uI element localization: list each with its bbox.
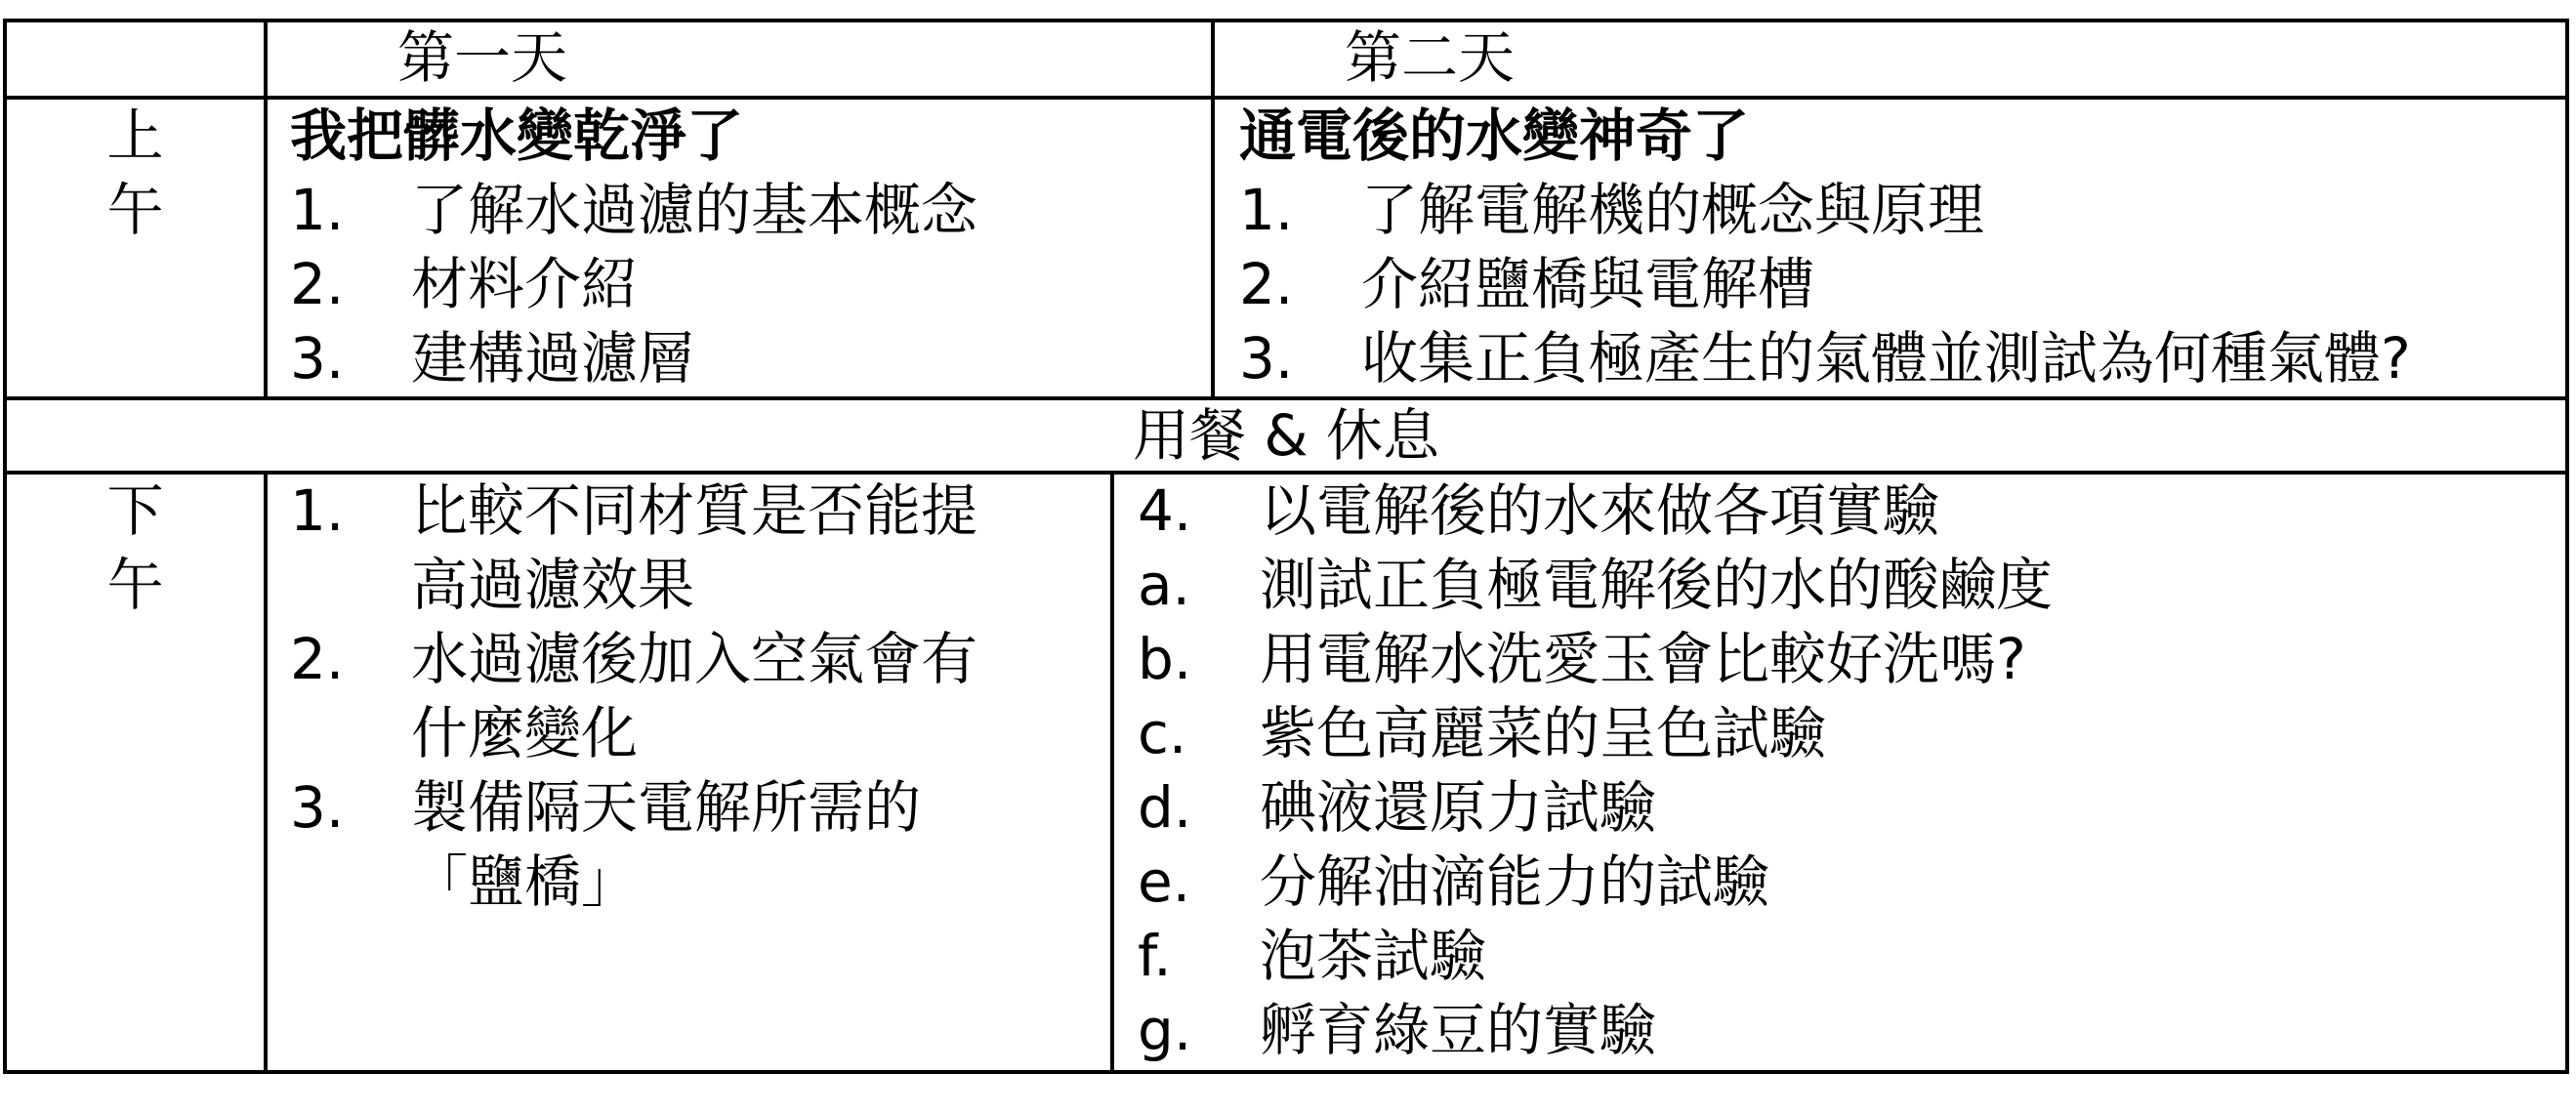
afternoon-day2-num-c: c. <box>1138 700 1187 766</box>
afternoon-day1-text-3b: 「鹽橋」 <box>411 848 639 915</box>
morning-day1-title: 我把髒水變乾淨了 <box>290 103 744 169</box>
afternoon-label-line2: 午 <box>106 552 164 618</box>
afternoon-day2-num-d: d. <box>1138 774 1192 841</box>
afternoon-day2-text-b: 用電解水洗愛玉會比較好洗嗎? <box>1260 626 2026 692</box>
col-divider-label-afternoon <box>264 471 268 1070</box>
header-day1: 第一天 <box>397 24 568 91</box>
col-divider-days-morning <box>1211 22 1215 396</box>
afternoon-day1-num-2: 2. <box>290 626 345 692</box>
afternoon-day2-text-f: 泡茶試驗 <box>1260 923 1487 989</box>
morning-label-line1: 上 <box>106 103 164 169</box>
morning-day1-num-3: 3. <box>290 325 345 392</box>
morning-day1-num-1: 1. <box>290 177 345 243</box>
afternoon-day1-text-2b: 什麼變化 <box>411 700 639 766</box>
afternoon-day2-num-f: f. <box>1138 923 1172 989</box>
morning-label-line2: 午 <box>106 177 164 243</box>
morning-day2-text-2: 介紹鹽橋與電解槽 <box>1361 251 1815 317</box>
morning-day1-text-3: 建構過濾層 <box>411 325 695 392</box>
morning-day1-num-2: 2. <box>290 251 345 317</box>
afternoon-day2-num-g: g. <box>1138 997 1192 1063</box>
morning-day2-title: 通電後的水變神奇了 <box>1239 103 1750 169</box>
afternoon-day1-num-1: 1. <box>290 477 345 544</box>
afternoon-day1-text-2a: 水過濾後加入空氣會有 <box>411 626 978 692</box>
break-label: 用餐 & 休息 <box>1132 402 1440 469</box>
morning-day2-num-3: 3. <box>1239 325 1294 392</box>
afternoon-day2-num-e: e. <box>1138 848 1191 915</box>
afternoon-day2-text-a: 測試正負極電解後的水的酸鹼度 <box>1260 552 2054 618</box>
afternoon-day2-num-b: b. <box>1138 626 1192 692</box>
col-divider-label <box>264 22 268 396</box>
morning-day2-num-2: 2. <box>1239 251 1294 317</box>
col-divider-days-afternoon <box>1110 471 1114 1070</box>
afternoon-day1-text-1a: 比較不同材質是否能提 <box>411 477 978 544</box>
afternoon-day2-text-4: 以電解後的水來做各項實驗 <box>1260 477 1940 544</box>
morning-day2-text-3: 收集正負極產生的氣體並測試為何種氣體? <box>1361 325 2411 392</box>
afternoon-day2-text-g: 孵育綠豆的實驗 <box>1260 997 1657 1063</box>
morning-day1-text-2: 材料介紹 <box>411 251 639 317</box>
morning-day2-text-1: 了解電解機的概念與原理 <box>1361 177 1985 243</box>
morning-day1-text-1: 了解水過濾的基本概念 <box>411 177 978 243</box>
schedule-table <box>3 19 2569 1074</box>
afternoon-day1-text-1b: 高過濾效果 <box>411 552 695 618</box>
morning-day2-num-1: 1. <box>1239 177 1294 243</box>
afternoon-day2-text-c: 紫色高麗菜的呈色試驗 <box>1260 700 1827 766</box>
afternoon-day2-num-4: 4. <box>1138 477 1192 544</box>
afternoon-day1-text-3a: 製備隔天電解所需的 <box>411 774 922 841</box>
afternoon-label-line1: 下 <box>106 477 164 544</box>
afternoon-day2-text-e: 分解油滴能力的試驗 <box>1260 848 1770 915</box>
afternoon-day1-num-3: 3. <box>290 774 345 841</box>
afternoon-day2-text-d: 碘液還原力試驗 <box>1260 774 1657 841</box>
afternoon-day2-num-a: a. <box>1138 552 1190 618</box>
header-day2: 第二天 <box>1345 24 1516 91</box>
